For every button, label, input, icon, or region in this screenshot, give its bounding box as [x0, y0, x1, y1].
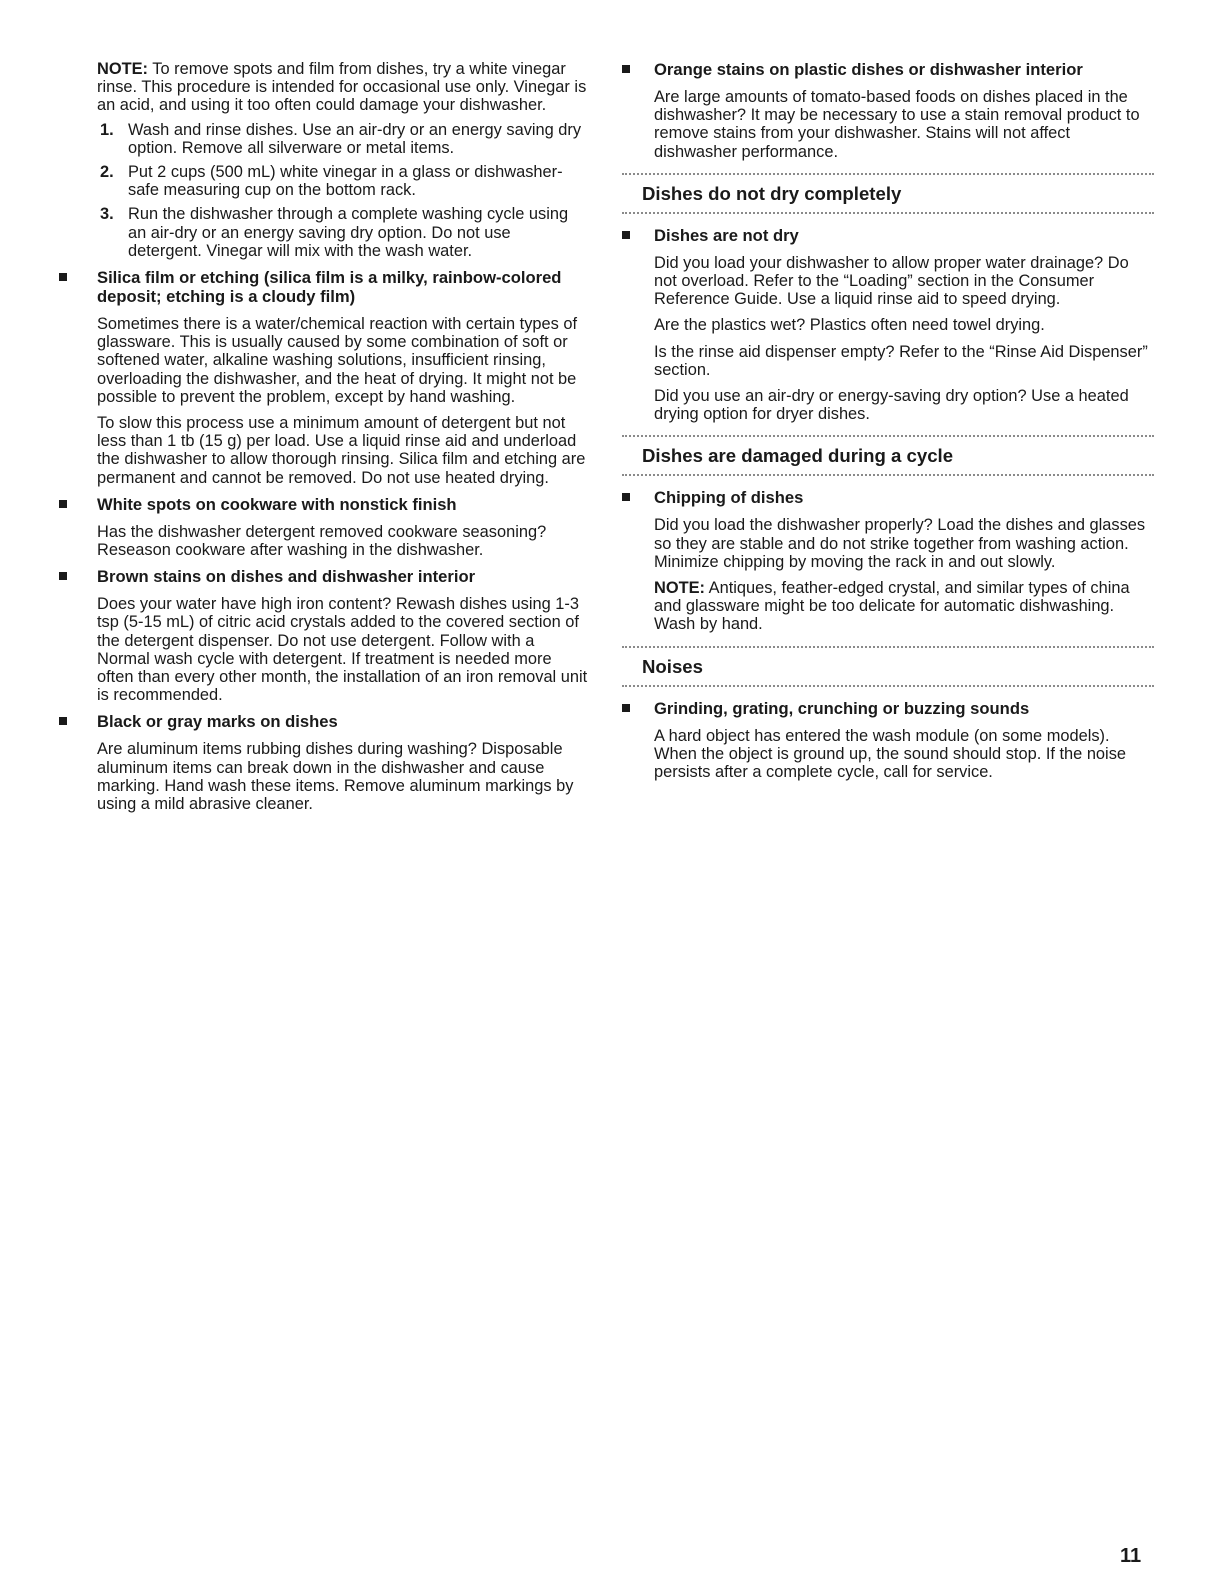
step-text: Put 2 cups (500 mL) white vinegar in a glass or dishwasher-safe measuring cup on the bottom rack. [128, 163, 563, 200]
issue-heading: Brown stains on dishes and dishwasher interior [97, 567, 476, 587]
square-bullet-icon [59, 717, 67, 725]
square-bullet-icon [622, 704, 630, 712]
issue-paragraph: To slow this process use a minimum amount of detergent but not less than 1 tb (15 g) per load. Use a liquid rinse aid and underload the dishwasher to allow thorough rinsing. Silica film and etching are permanent and cannot be removed. Do not use heated drying. [97, 414, 586, 487]
issue-heading: Orange stains on plastic dishes or dishwasher interior [654, 60, 1083, 79]
square-bullet-icon [622, 65, 630, 73]
issue-grinding-sounds [622, 699, 1154, 782]
note-label: NOTE: [97, 60, 148, 78]
right-column [622, 60, 1154, 789]
step-number: 3. [100, 205, 114, 224]
section-dishes-damaged [622, 435, 1154, 478]
left-column [97, 60, 589, 821]
issue-heading: Grinding, grating, crunching or buzzing sounds [654, 698, 1030, 718]
issue-paragraph: Are aluminum items rubbing dishes during washing? Disposable aluminum items can break down in the dishwasher and cause marking. Hand wash these items. Remove aluminum markings by using a mild abrasive cleaner. [97, 740, 574, 814]
issue-paragraph: Did you load the dishwasher properly? Load the dishes and glasses so they are stable and do not strike together from washing action. Minimize chipping by moving the rack in and out slowly. [654, 516, 1146, 571]
issue-heading: Silica film or etching (silica film is a milky, rainbow-colored deposit; etching is a cloudy film) [97, 268, 562, 307]
issue-white-spots [97, 495, 589, 559]
issue-heading: White spots on cookware with nonstick finish [97, 494, 457, 514]
square-bullet-icon [59, 572, 67, 580]
issue-paragraph: Did you use an air-dry or energy-saving dry option? Use a heated drying option for dryer dishes. [654, 387, 1129, 424]
square-bullet-icon [59, 273, 67, 281]
note-paragraph [654, 579, 1154, 634]
step-number: 1. [100, 120, 114, 139]
note-label: NOTE: [654, 579, 705, 598]
step-text: Wash and rinse dishes. Use an air-dry or an energy saving dry option. Remove all silverware or metal items. [128, 120, 582, 157]
step-item [97, 163, 589, 199]
issue-paragraph: Are the plastics wet? Plastics often need towel drying. [654, 316, 1045, 335]
issue-paragraph: Is the rinse aid dispenser empty? Refer to the “Rinse Aid Dispenser” section. [654, 342, 1148, 379]
note-text: To remove spots and film from dishes, try a white vinegar rinse. This procedure is intended for occasional use only. Vinegar is an acid, and using it too often could damage your dishwasher. [97, 60, 587, 115]
section-title: Dishes are damaged during a cycle [642, 445, 954, 467]
vinegar-steps [97, 121, 589, 260]
square-bullet-icon [622, 493, 630, 501]
vinegar-note [97, 60, 589, 115]
issue-brown-stains [97, 567, 589, 704]
section-title: Dishes do not dry completely [642, 182, 902, 204]
issue-paragraph: Has the dishwasher detergent removed cookware seasoning? Reseason cookware after washing in the dishwasher. [97, 522, 547, 560]
issue-paragraph: A hard object has entered the wash module (on some models). When the object is ground up, the sound should stop. If the noise persists after a complete cycle, call for service. [654, 726, 1126, 782]
issue-heading: Black or gray marks on dishes [97, 712, 338, 732]
dotted-divider [622, 685, 1154, 689]
issue-paragraph: Sometimes there is a water/chemical reaction with certain types of glassware. This is usually caused by some combination of soft or softened water, alkaline washing solutions, insufficient rinsing, overloading the dishwasher, and the heat of drying. It might not be possible to prevent the problem, except by hand washing. [97, 315, 578, 406]
step-item [97, 205, 589, 260]
square-bullet-icon [622, 231, 630, 239]
issue-paragraph: Did you load your dishwasher to allow proper water drainage? Do not overload. Refer to the “Loading” section in the Consumer Reference Guide. Use a liquid rinse aid to speed drying. [654, 253, 1129, 309]
issue-paragraph: Are large amounts of tomato-based foods on dishes placed in the dishwasher? It may be necessary to use a stain removal product to remove stains from your dishwasher. Stains will not affect dishwasher performance. [654, 88, 1140, 161]
step-item [97, 121, 589, 157]
issue-orange-stains [622, 60, 1154, 161]
step-number: 2. [100, 163, 114, 182]
issue-silica-film [97, 268, 589, 487]
section-title: Noises [642, 655, 703, 677]
note-paragraph [97, 60, 589, 115]
section-noises [622, 646, 1154, 689]
step-text: Run the dishwasher through a complete washing cycle using an air-dry or an energy saving dry option. Do not use detergent. Vinegar will mix with the wash water. [128, 205, 569, 260]
page-number: 11 [1120, 1545, 1142, 1567]
issue-chipping [622, 488, 1154, 633]
dotted-divider [622, 474, 1154, 478]
issue-heading: Dishes are not dry [654, 225, 799, 245]
note-text: Antiques, feather-edged crystal, and similar types of china and glassware might be too delicate for automatic dishwashing. Wash by hand. [654, 579, 1130, 634]
issue-heading: Chipping of dishes [654, 488, 804, 508]
issue-paragraph: Does your water have high iron content? Rewash dishes using 1-3 tsp (5-15 mL) of citric acid crystals added to the covered section of the detergent dispenser. Do not use detergent. Follow with a Normal wash cycle with detergent. If treatment is needed more often than every other month, the installation of an iron removal unit is recommended. [97, 595, 588, 705]
issue-dishes-not-dry [622, 226, 1154, 424]
section-dishes-do-not-dry [622, 173, 1154, 216]
square-bullet-icon [59, 500, 67, 508]
dotted-divider [622, 212, 1154, 216]
issue-black-marks [97, 712, 589, 813]
